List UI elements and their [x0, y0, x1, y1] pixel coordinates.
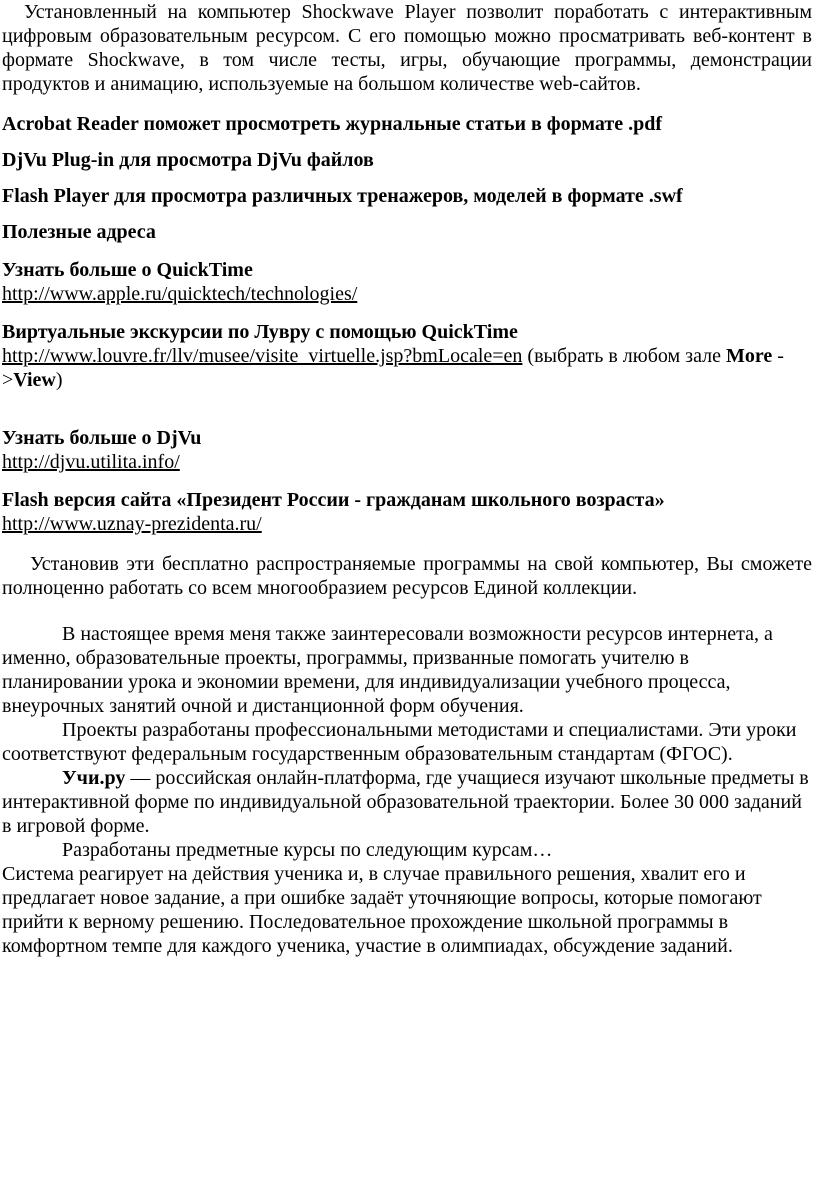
louvre-title: Виртуальные экскурсии по Лувру с помощью QuickTime [2, 321, 518, 343]
install-paragraph: Установив эти бесплатно распространяемые программы на свой компьютер, Вы сможете полноценно работать со всем многообразием ресурсов Единой коллекции. [2, 553, 812, 599]
acrobat-line: Acrobat Reader поможет просмотреть журнальные статьи в формате .pdf [2, 113, 663, 135]
quicktime-title: Узнать больше о QuickTime [2, 259, 253, 281]
useful-addresses-heading: Полезные адреса [2, 221, 156, 243]
flash-site-title: Flash версия сайта «Президент России - гражданам школьного возраста» [2, 489, 665, 511]
louvre-note-post: ) [55, 369, 63, 391]
quicktime-link[interactable]: http://www.apple.ru/quicktech/technologies/ [2, 283, 358, 305]
shockwave-paragraph: Установленный на компьютер Shockwave Player позволит поработать с интерактивным цифровым образовательным ресурсом. С его помощью можно просматривать веб-контент в формате Shockwave, в том числе тесты, игры, обучающие программы, демонстрации продуктов и анимацию, используемые на большом количестве web-сайтов. [2, 1, 812, 95]
uchi-paragraph [2, 766, 812, 838]
djvu-link[interactable]: http://djvu.utilita.info/ [2, 451, 180, 473]
courses-paragraph: Разработаны предметные курсы по следующим курсам… [62, 839, 553, 861]
djvu-title: Узнать больше о DjVu [2, 427, 202, 449]
louvre-note-arrow: -> [2, 345, 784, 391]
louvre-note-pre: (выбрать в любом зале [522, 345, 726, 367]
louvre-link[interactable]: http://www.louvre.fr/llv/musee/visite_virtuelle.jsp?bmLocale=en [2, 345, 523, 367]
louvre-note-more: More [726, 345, 773, 367]
flash-site-link-line [2, 512, 812, 536]
system-paragraph: Система реагирует на действия ученика и, в случае правильного решения, хвалит его и предлагает новое задание, а при ошибке задаёт уточняющие вопросы, которые помогают прийти к верному решению. Последовательное прохождение школьной программы в комфортном темпе для каждого ученика, участие в олимпиадах, обсуждение заданий. [2, 863, 762, 957]
uchi-text: — российская онлайн-платформа, где учащиеся изучают школьные предметы в интерактивной форме по индивидуальной образовательной траектории. Более 30 000 заданий в игровой форме. [2, 767, 809, 837]
djvu-link-line [2, 450, 812, 474]
louvre-link-line [2, 344, 812, 392]
projects-paragraph: Проекты разработаны профессиональными методистами и специалистами. Эти уроки соответствуют федеральным государственным образовательным стандартам (ФГОС). [2, 719, 797, 765]
quicktime-link-line [2, 282, 812, 306]
current-interest-paragraph: В настоящее время меня также заинтересовали возможности ресурсов интернета, а именно, образовательные проекты, программы, призванные помогать учителю в планировании урока и экономии времени, для индивидуализации учебного процесса, внеурочных занятий очной и дистанционной форм обучения. [2, 623, 773, 717]
flash-player-line: Flash Player для просмотра различных тренажеров, моделей в формате .swf [2, 185, 683, 207]
djvu-plugin-line: DjVu Plug-in для просмотра DjVu файлов [2, 149, 374, 171]
flash-site-link[interactable]: http://www.uznay-prezidenta.ru/ [2, 513, 262, 535]
uchi-name: Учи.ру [62, 767, 126, 789]
louvre-note-view: View [13, 369, 56, 391]
